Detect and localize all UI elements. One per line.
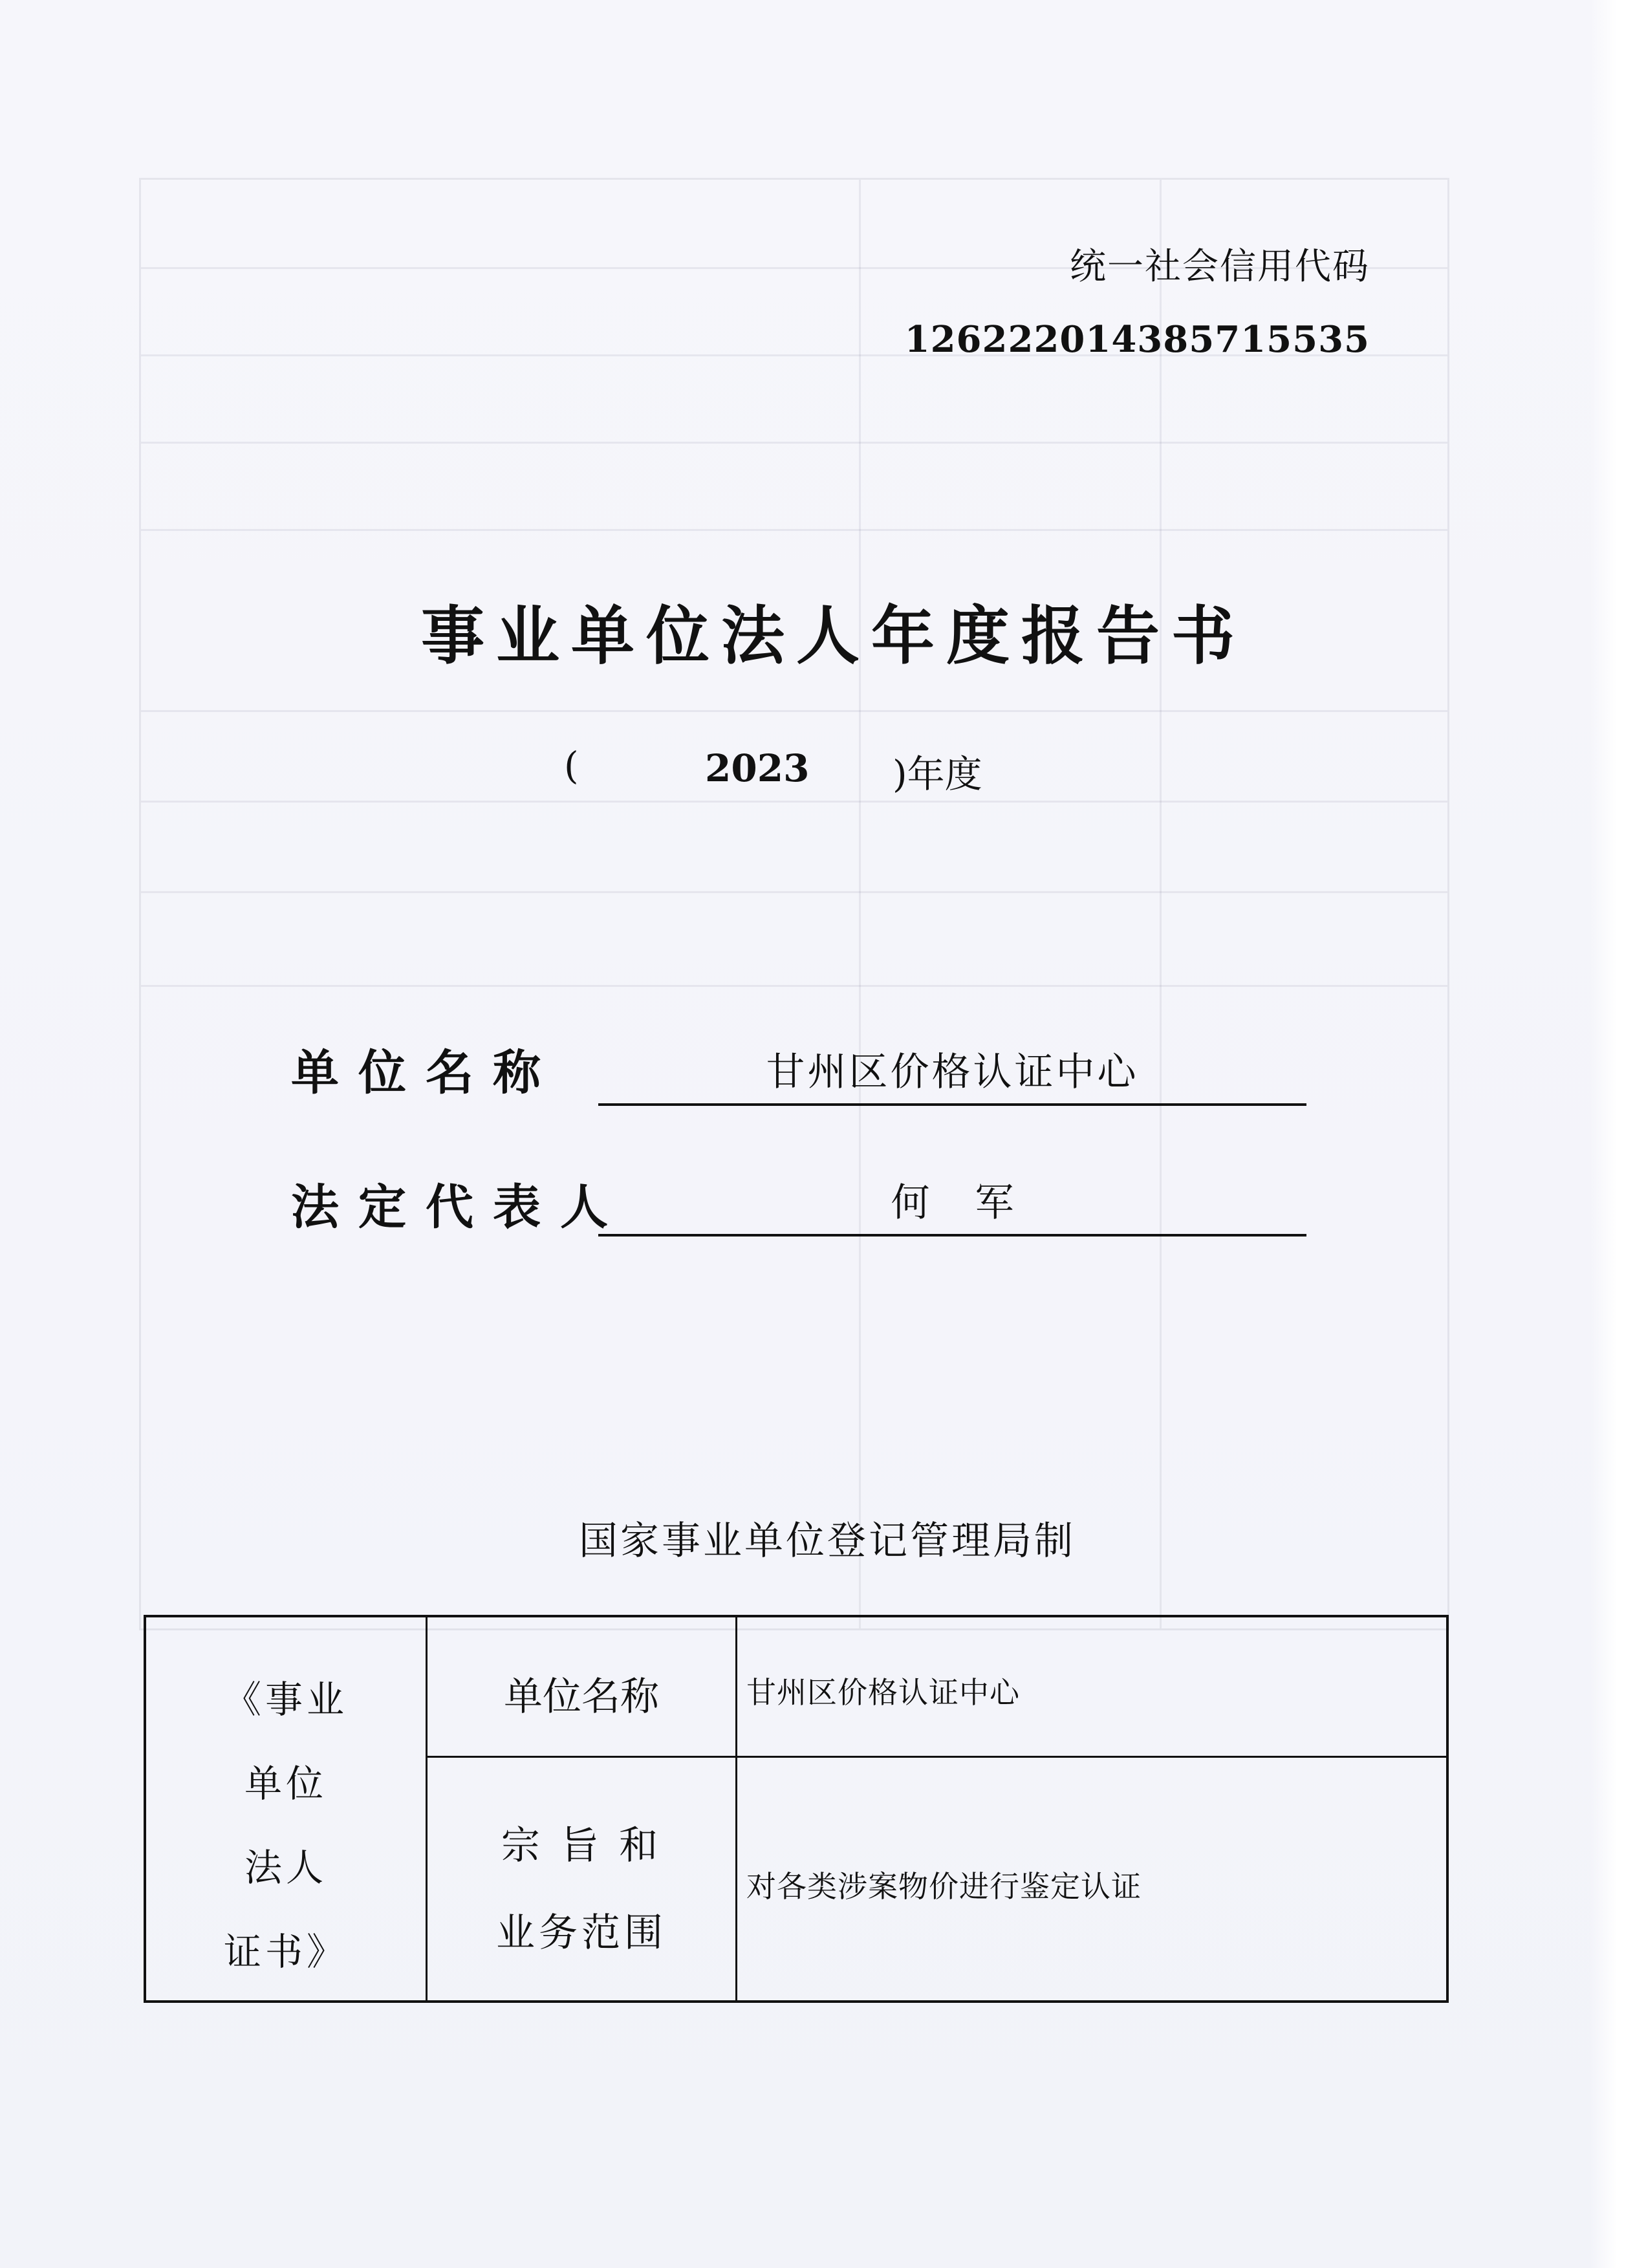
unit-name-label: 单位名称 xyxy=(291,1045,560,1101)
row-label-purpose: 业务范围 xyxy=(496,1910,667,1956)
row-value-unit-name: 甘州区价格认证中心 xyxy=(746,1675,1020,1710)
row-divider xyxy=(428,1756,1446,1758)
row-label-unit-name: 单位名称 xyxy=(504,1674,659,1720)
row-label-purpose: 宗 旨 和 xyxy=(501,1823,662,1868)
legal-rep-underline xyxy=(598,1234,1306,1237)
legal-rep-value: 何军 xyxy=(891,1180,1059,1226)
credit-code-label: 统一社会信用代码 xyxy=(1070,246,1370,288)
bleed-through-grid xyxy=(139,178,1449,1630)
certificate-title-line: 单位 xyxy=(244,1762,327,1806)
certificate-info-table xyxy=(144,1615,1449,2003)
unit-name-value: 甘州区价格认证中心 xyxy=(766,1050,1139,1095)
issuer-line: 国家事业单位登记管理局制 xyxy=(579,1518,1076,1564)
certificate-title-cell xyxy=(146,1617,428,2000)
certificate-title-line: 《事业 xyxy=(223,1678,348,1722)
page-title: 事业单位法人年度报告书 xyxy=(420,599,1246,673)
report-year: 2023 xyxy=(705,746,810,790)
certificate-title-line: 法人 xyxy=(244,1846,327,1890)
year-suffix: )年度 xyxy=(893,752,982,796)
credit-code-value: 12622201438571553​5 xyxy=(904,318,1370,361)
unit-name-underline xyxy=(598,1103,1306,1106)
row-value-purpose: 对各类涉案物价进行鉴定认证 xyxy=(746,1869,1142,1904)
year-open-paren: ( xyxy=(564,744,579,788)
credit-code-block xyxy=(905,238,1370,361)
legal-rep-label: 法定代表人 xyxy=(291,1180,627,1235)
label-column xyxy=(428,1617,737,2000)
year-row xyxy=(0,744,1635,795)
scan-edge xyxy=(1590,0,1635,2268)
certificate-title-line: 证书》 xyxy=(223,1930,348,1974)
